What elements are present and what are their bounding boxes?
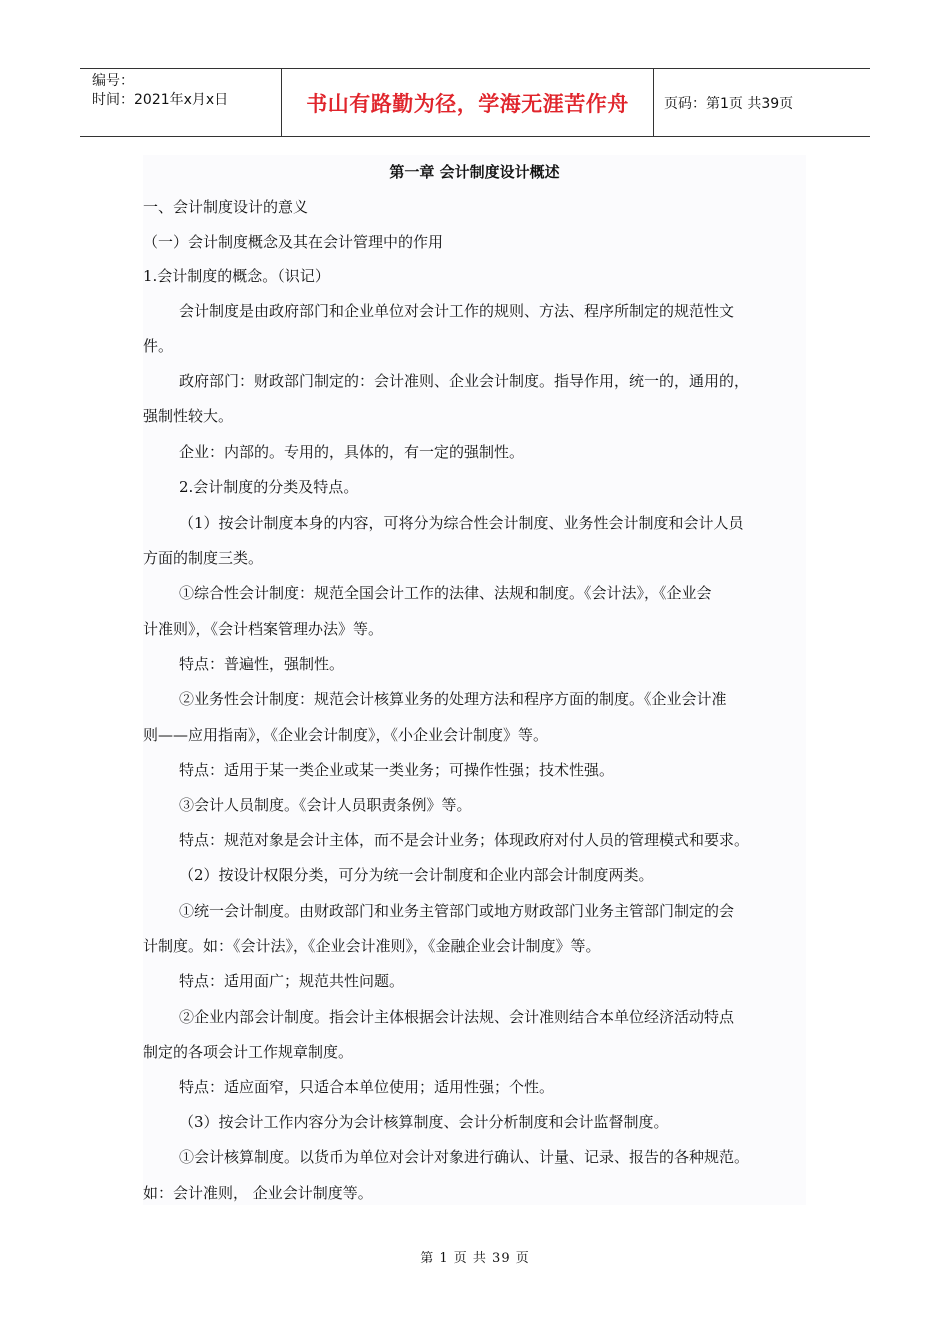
- paragraph-line: 会计制度是由政府部门和企业单位对会计工作的规则、方法、程序所制定的规范性文: [179, 302, 735, 320]
- header-meta: [80, 69, 282, 136]
- paragraph-line: 计制度。如：《会计法》，《企业会计准则》，《金融企业会计制度》等。: [143, 937, 601, 955]
- paragraph-line: 计准则》，《会计档案管理办法》等。: [143, 620, 384, 638]
- paragraph-line: 方面的制度三类。: [143, 549, 264, 567]
- paragraph-line: ③会计人员制度。《会计人员职责条例》等。: [179, 796, 472, 814]
- paragraph-line: （3）按会计工作内容分为会计核算制度、会计分析制度和会计监督制度。: [179, 1113, 669, 1131]
- paragraph-line: 特点：适用于某一类企业或某一类业务；可操作性强；技术性强。: [179, 761, 615, 779]
- item-heading: 1.会计制度的概念。（识记）: [143, 267, 330, 285]
- paragraph-line: 政府部门：财政部门制定的：会计准则、企业会计制度。指导作用，统一的，通用的，: [179, 372, 750, 390]
- paragraph-line: 制定的各项会计工作规章制度。: [143, 1043, 354, 1061]
- paragraph-line: 特点：适应面窄，只适合本单位使用；适用性强；个性。: [179, 1078, 555, 1096]
- paragraph-line: （1）按会计制度本身的内容，可将分为综合性会计制度、业务性会计制度和会计人员: [179, 514, 744, 532]
- page-header: [80, 68, 870, 137]
- paragraph-line: 企业：内部的。专用的，具体的，有一定的强制性。: [179, 443, 525, 461]
- paragraph-line: （2）按设计权限分类，可分为统一会计制度和企业内部会计制度两类。: [179, 866, 654, 884]
- paragraph-line: 件。: [143, 337, 174, 355]
- header-page-info: 页码：第1页 共39页: [664, 95, 794, 112]
- chapter-title: 第一章 会计制度设计概述: [389, 163, 560, 181]
- document-body: [143, 155, 806, 1205]
- paragraph-line: ②业务性会计制度：规范会计核算业务的处理方法和程序方面的制度。《企业会计准: [179, 690, 727, 708]
- paragraph-line: 则——应用指南》，《企业会计制度》，《小企业会计制度》等。: [143, 726, 549, 744]
- paragraph-line: 特点：普遍性，强制性。: [179, 655, 345, 673]
- paragraph-line: 如：会计准则， 企业会计制度等。: [143, 1184, 373, 1202]
- paragraph-line: 强制性较大。: [143, 407, 234, 425]
- paragraph-line: ①会计核算制度。以货币为单位对会计对象进行确认、计量、记录、报告的各种规范。: [179, 1148, 750, 1166]
- item-heading: 2.会计制度的分类及特点。: [179, 478, 359, 496]
- header-motto: 书山有路勤为径，学海无涯苦作舟: [306, 91, 629, 116]
- page-footer: 第 1 页 共 39 页: [420, 1251, 530, 1266]
- document-time-label: 时间：2021年x月x日: [92, 92, 229, 108]
- paragraph-line: 特点：规范对象是会计主体，而不是会计业务；体现政府对付人员的管理模式和要求。: [179, 831, 750, 849]
- section-heading: 一、会计制度设计的意义: [143, 198, 309, 216]
- paragraph-line: ②企业内部会计制度。指会计主体根据会计法规、会计准则结合本单位经济活动特点: [179, 1008, 735, 1026]
- document-number-label: 编号：: [92, 73, 134, 89]
- paragraph-line: ①综合性会计制度：规范全国会计工作的法律、法规和制度。《会计法》，《企业会: [179, 584, 712, 602]
- paragraph-line: ①统一会计制度。由财政部门和业务主管部门或地方财政部门业务主管部门制定的会: [179, 902, 735, 920]
- paragraph-line: 特点：适用面广；规范共性问题。: [179, 972, 405, 990]
- subsection-heading: （一）会计制度概念及其在会计管理中的作用: [143, 233, 444, 251]
- header-motto-cell: [282, 69, 654, 136]
